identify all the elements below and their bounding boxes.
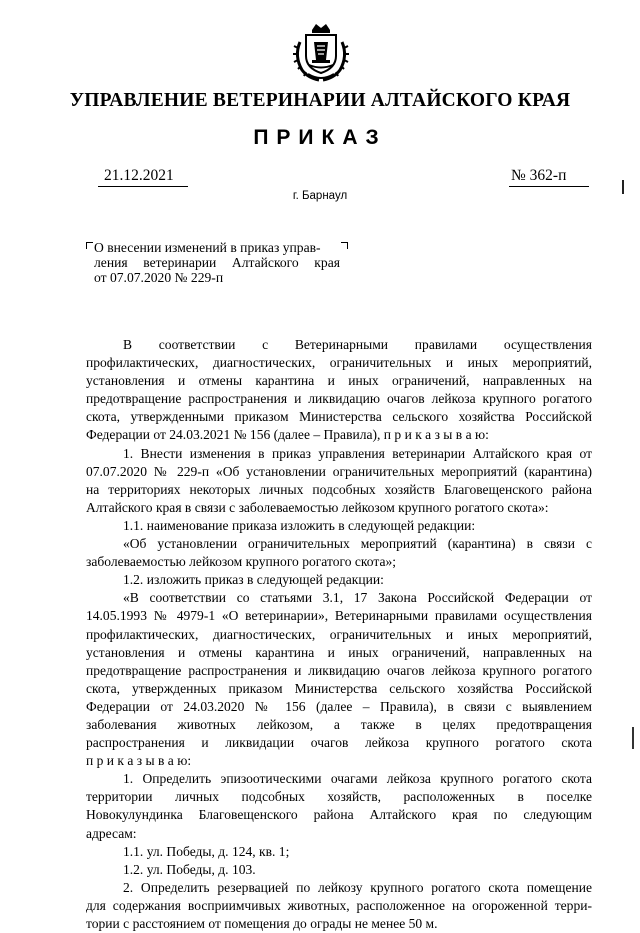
document-subject bbox=[94, 240, 340, 285]
subject-bracket-left bbox=[86, 242, 93, 249]
body-line: 1.2. изложить приказ в следующей редакции: bbox=[123, 572, 384, 588]
body-line: «В соответствии со статьями 3.1, 17 Закона Российской Федерации от bbox=[123, 590, 592, 606]
subject-line: от 07.07.2020 № 229-п bbox=[94, 270, 224, 285]
document-number: № 362-п bbox=[511, 167, 567, 184]
body-line: профилактических, диагностических, ограничительных и иных мероприятий, bbox=[86, 355, 592, 371]
body-line: Федерации от 24.03.2021 № 156 (далее – Правила), п р и к а з ы в а ю: bbox=[86, 427, 489, 443]
body-line: предотвращение распространения и ликвидацию очагов лейкоза крупного рогатого bbox=[86, 662, 592, 678]
number-underline bbox=[509, 186, 589, 187]
body-line: распространения и ликвидации очагов лейкоза крупного рогатого скота bbox=[86, 735, 592, 751]
subject-line: ления ветеринарии Алтайского края bbox=[94, 255, 340, 270]
body-line: скота, утвержденных приказом Министерства сельского хозяйства Российской bbox=[86, 680, 592, 696]
body-line: Алтайского края в связи с заболеваемостью лейкозом крупного рогатого скота»: bbox=[86, 499, 549, 515]
body-line: 1. Определить эпизоотическими очагами лейкоза крупного рогатого скота bbox=[123, 771, 592, 787]
body-line: п р и к а з ы в а ю: bbox=[86, 753, 192, 769]
body-line: для содержания восприимчивых животных, расположенное на огороженной терри- bbox=[86, 897, 592, 913]
body-line: 1.1. ул. Победы, д. 124, кв. 1; bbox=[123, 843, 290, 859]
body-line: 2. Определить резервацией по лейкозу крупного рогатого скота помещение bbox=[123, 879, 592, 895]
body-line: территории личных подсобных хозяйств, расположенных в поселке bbox=[86, 789, 592, 805]
date-underline bbox=[98, 186, 188, 187]
body-line: Федерации от 24.03.2020 № 156 (далее – Правила), в связи с выявлением bbox=[86, 698, 592, 714]
subject-line: О внесении изменений в приказ управ- bbox=[94, 240, 321, 255]
body-line: 1. Внести изменения в приказ управления ветеринарии Алтайского края от bbox=[123, 445, 592, 461]
body-line: Новокулундинка Благовещенского района Алтайского края по следующим bbox=[86, 807, 592, 823]
body-line: заболевания животных лейкозом, а также в целях предотвращения bbox=[86, 716, 592, 732]
body-line: на территориях некоторых личных подсобных хозяйств Благовещенского района bbox=[86, 481, 592, 497]
document-city: г. Барнаул bbox=[292, 190, 348, 202]
body-line: профилактических, диагностических, ограничительных и иных мероприятий, bbox=[86, 626, 592, 642]
body-line: тории с расстоянием от помещения до ограды не менее 50 м. bbox=[86, 916, 438, 931]
body-line: заболеваемостью лейкозом крупного рогатого скота»; bbox=[86, 554, 397, 570]
organization-title: УПРАВЛЕНИЕ ВЕТЕРИНАРИИ АЛТАЙСКОГО КРАЯ bbox=[69, 90, 571, 111]
body-line: адресам: bbox=[86, 825, 137, 841]
altai-krai-coat-of-arms-icon bbox=[292, 20, 350, 82]
subject-bracket-right bbox=[341, 242, 348, 249]
body-line: установления и отмены карантина и иных ограничений, направленных на bbox=[86, 644, 592, 660]
body-line: «Об установлении ограничительных мероприятий (карантина) в связи с bbox=[123, 536, 592, 552]
margin-mark bbox=[632, 727, 634, 749]
document-date: 21.12.2021 bbox=[104, 167, 174, 184]
body-line: 14.05.1993 № 4979-1 «О ветеринарии», Ветеринарными правилами осуществления bbox=[86, 608, 592, 624]
document-type-title: ПРИКАЗ bbox=[253, 126, 387, 149]
body-line: установления и отмены карантина и иных ограничений, направленных на bbox=[86, 373, 592, 389]
body-line: В соответствии с Ветеринарными правилами осуществления bbox=[123, 337, 592, 352]
margin-mark bbox=[622, 180, 624, 194]
body-line: 1.1. наименование приказа изложить в следующей редакции: bbox=[123, 517, 476, 533]
body-line: 07.07.2020 № 229-п «Об установлении ограничительных мероприятий (карантина) bbox=[86, 463, 592, 479]
body-line: скота, утвержденными приказом Министерства сельского хозяйства Российской bbox=[86, 409, 592, 425]
document-body bbox=[86, 336, 592, 933]
body-line: предотвращение распространения и ликвидацию очагов лейкоза крупного рогатого bbox=[86, 391, 592, 407]
body-line: 1.2. ул. Победы, д. 103. bbox=[123, 861, 256, 877]
